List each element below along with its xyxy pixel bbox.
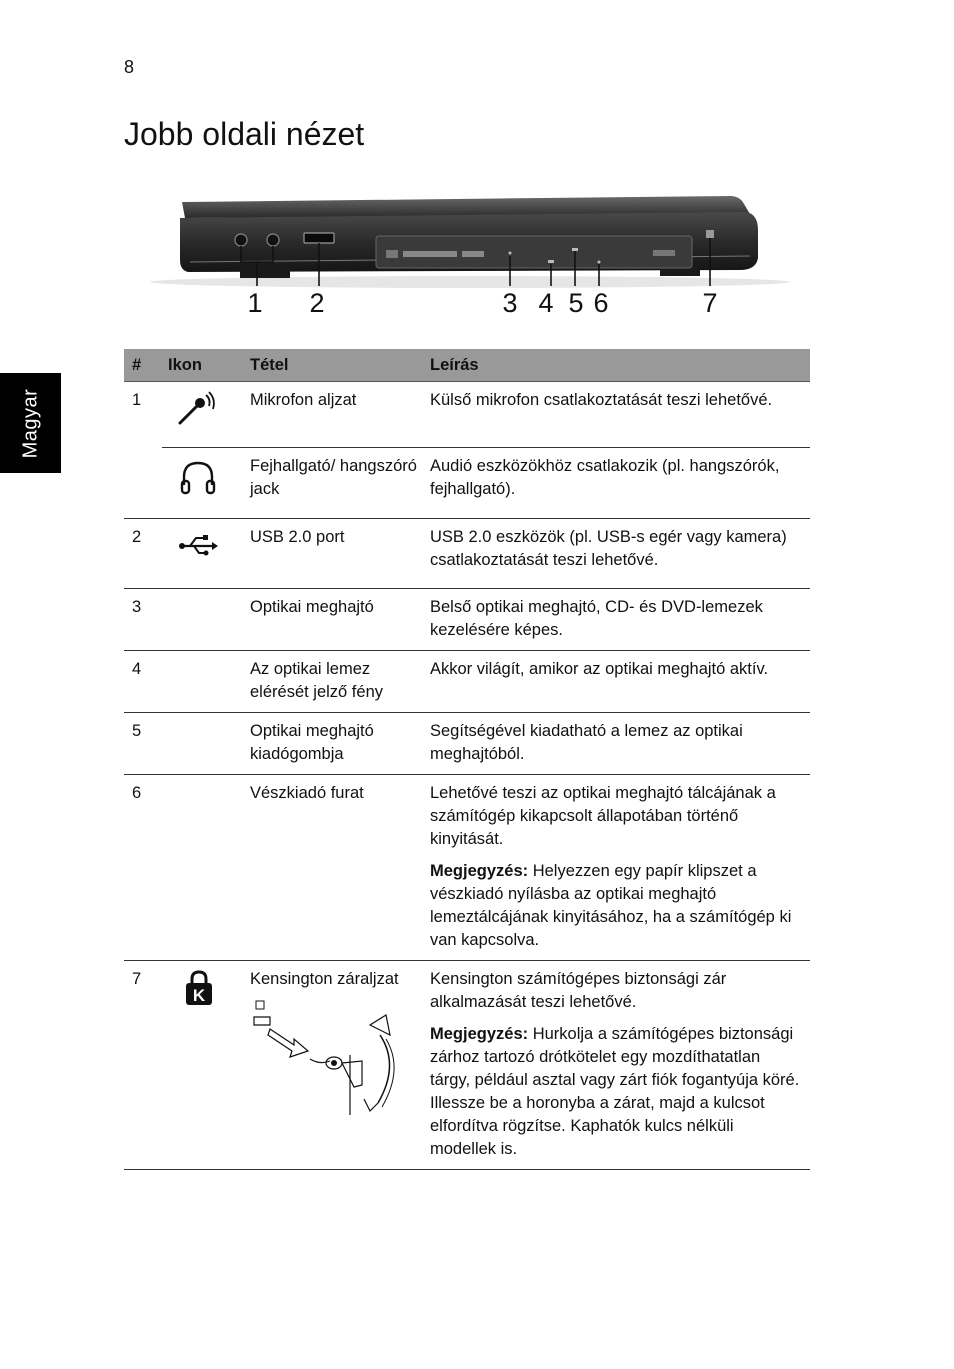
page-title: Jobb oldali nézet [124,116,365,152]
page-number: 8 [124,57,135,77]
table-row [124,448,810,519]
row-num: 2 [124,519,162,589]
row-item: Optikai meghajtó kiadógombja [244,713,424,775]
callout-7: 7 [702,288,718,318]
row-item: Vészkiadó furat [244,775,424,961]
port-spec-table [124,349,810,1170]
header-icon: Ikon [162,349,244,382]
row-num: 1 [132,391,142,409]
row-desc: Audió eszközökhöz csatlakozik (pl. hangszórók, fejhallgató). [424,448,810,519]
note-text: Helyezzen egy papír klipszet a vészkiadó nyílásba az optikai meghajtó lemeztálcájának kinyitásához, ha a számítógép ki van kapcsolva. [430,862,792,949]
table-row [124,382,810,448]
kensington-lock-icon [184,970,214,1006]
row-desc: Lehetővé teszi az optikai meghajtó tálcájának a számítógép kikapcsolt állapotában történő kinyitását. [430,784,776,848]
table-header-row [124,349,810,382]
row-item: Az optikai lemez elérését jelző fény [244,651,424,713]
row-num [124,448,162,519]
callout-6: 6 [593,288,609,318]
table-row [124,519,810,589]
row-item: Fejhallgató/ hangszóró jack [244,448,424,519]
callout-5: 5 [568,288,584,318]
table-row [124,775,810,961]
row-desc: Külső mikrofon csatlakoztatását teszi lehetővé. [424,382,810,448]
row-item: Mikrofon aljzat [244,382,424,448]
row-desc: USB 2.0 eszközök (pl. USB-s egér vagy kamera) csatlakoztatását teszi lehetővé. [424,519,810,589]
table-row [124,713,810,775]
row-num: 5 [124,713,162,775]
table-row [124,651,810,713]
row-num: 7 [124,961,162,1170]
row-desc: Belső optikai meghajtó, CD- és DVD-lemezek kezelésére képes. [424,589,810,651]
language-side-tab-label: Magyar [19,388,42,458]
row-desc: Akkor világít, amikor az optikai meghajtó aktív. [424,651,810,713]
row-item: USB 2.0 port [244,519,424,589]
callout-3: 3 [502,288,518,318]
note-label: Megjegyzés: [430,862,529,880]
row-note [430,860,804,952]
header-num: # [124,349,162,382]
note-text: Hurkolja a számítógépes biztonsági zárhoz tartozó drótkötelet egy mozdíthatatlan tárgy, például asztal vagy zárt fiók fogantyúja köré. Illessze be a horonyba a zárat, majd a kulcsot elfordítva rögzítse. Kaphatók kulcs nélküli modellek is. [430,1025,800,1158]
row-num: 3 [124,589,162,651]
table-row [124,961,810,1170]
callout-1: 1 [247,288,263,318]
note-label: Megjegyzés: [430,1025,529,1043]
callout-4: 4 [538,288,554,318]
language-side-tab [0,373,61,473]
svg-text:K: K [192,986,206,1005]
callout-2: 2 [309,288,325,318]
kensington-lock-diagram [250,995,410,1120]
laptop-right-side-illustration [140,190,796,290]
row-item: Optikai meghajtó [244,589,424,651]
header-desc: Leírás [424,349,810,382]
microphone-icon [176,391,216,427]
row-num: 4 [124,651,162,713]
row-desc: Segítségével kiadatható a lemez az optikai meghajtóból. [424,713,810,775]
headphone-icon [178,457,218,497]
usb-icon [178,532,218,556]
row-note [430,1023,804,1161]
header-item: Tétel [244,349,424,382]
row-desc: Kensington számítógépes biztonsági zár alkalmazását teszi lehetővé. [430,970,727,1011]
table-row [124,589,810,651]
row-num: 6 [124,775,162,961]
row-item: Kensington záraljzat [250,970,399,988]
